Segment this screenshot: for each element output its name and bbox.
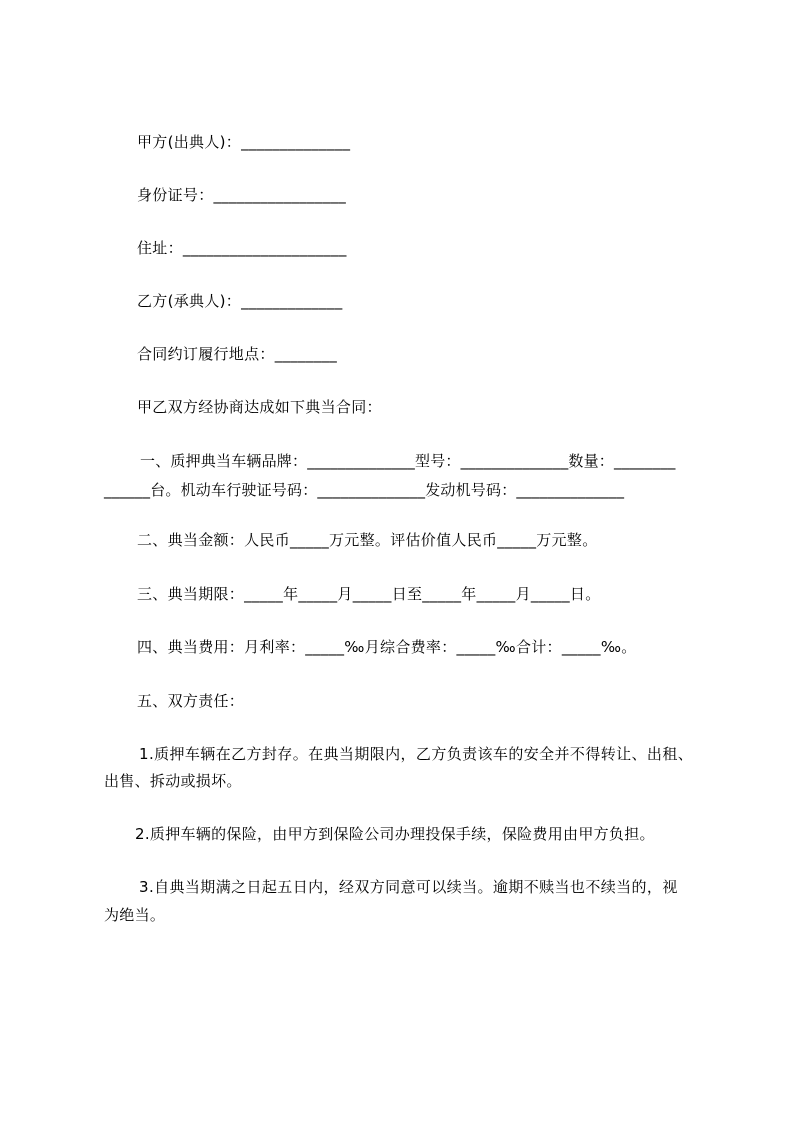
clause-2: 二、典当金额：人民币_____万元整。评估价值人民币_____万元整。	[137, 531, 598, 549]
party-b-line: 乙方(承典人)：_____________	[137, 292, 343, 310]
clause-1-line-2: ______台。机动车行驶证号码：______________发动机号码：______________	[104, 481, 625, 499]
clause-5-heading: 五、双方责任：	[137, 692, 245, 710]
item-3-line-1: 3.自典当期满之日起五日内，经双方同意可以续当。逾期不赎当也不续当的，视	[139, 878, 678, 896]
item-1-line-1: 1.质押车辆在乙方封存。在典当期限内，乙方负责该车的安全并不得转让、出租、	[139, 745, 694, 763]
contract-place-line: 合同约订履行地点：________	[137, 345, 338, 363]
clause-1-line-1: 一、质押典当车辆品牌：______________型号：______________数量：________	[140, 452, 676, 470]
item-2: 2.质押车辆的保险，由甲方到保险公司办理投保手续，保险费用由甲方负担。	[135, 825, 655, 843]
clause-3: 三、典当期限：_____年_____月_____日至_____年_____月_____日。	[137, 585, 601, 603]
item-3-line-2: 为绝当。	[104, 906, 166, 924]
id-number-line: 身份证号：_________________	[137, 186, 347, 204]
intro-paragraph: 甲乙双方经协商达成如下典当合同：	[137, 398, 382, 416]
item-1-line-2: 出售、拆动或损坏。	[104, 772, 242, 790]
address-line: 住址：_____________________	[137, 239, 347, 257]
party-a-line: 甲方(出典人)：______________	[137, 133, 351, 151]
clause-4: 四、典当费用：月利率：_____‰月综合费率：_____‰合计：_____‰。	[137, 638, 637, 656]
